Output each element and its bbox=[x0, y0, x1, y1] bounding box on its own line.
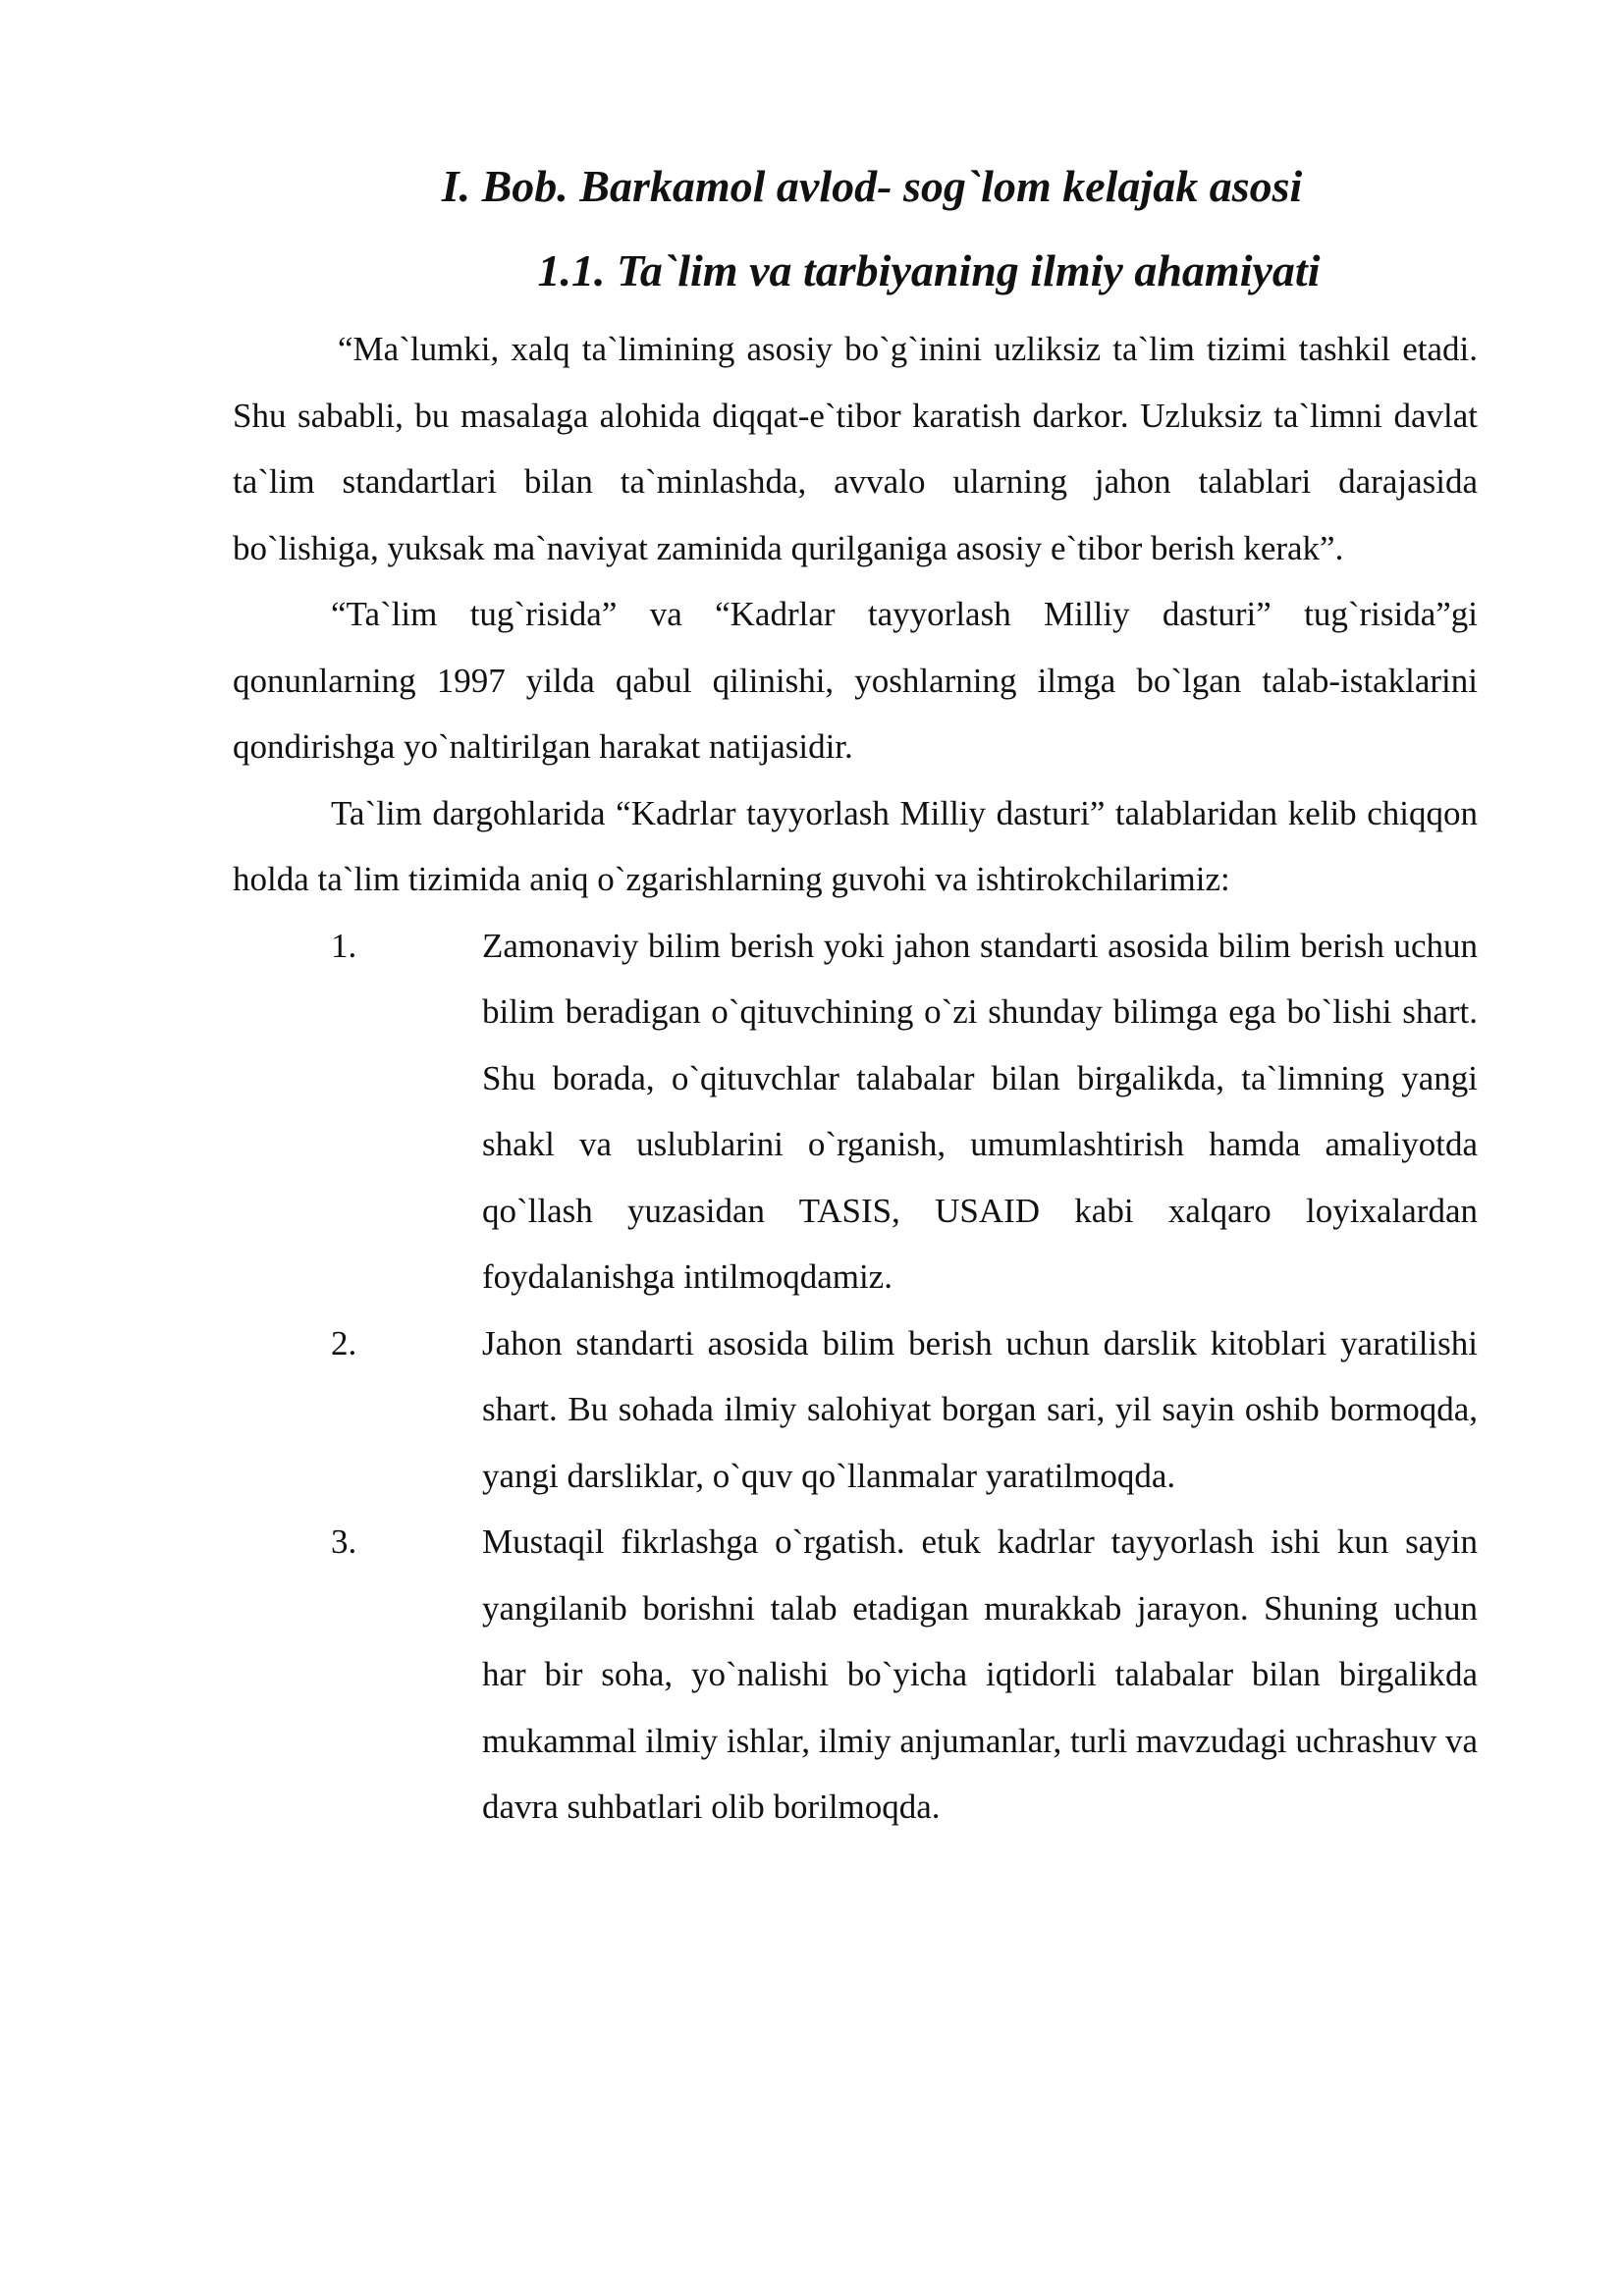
list-item-text: Zamonaviy bilim berish yoki jahon standarti asosida bilim berish uchun bilim beradigan o`qituvchining o`zi shunday bilimga ega bo`lishi shart. Shu borada, o`qituvchlar talabalar bilan birgalikda, ta`limning yangi shakl va uslublarini o`rganish, umumlashtirish hamda amaliyotda qo`llash yuzasidan TASIS, USAID kabi xalqaro loyixalardan foydalanishga intilmoqdamiz. bbox=[482, 926, 1478, 1296]
section-title: 1.1. Ta`lim va tarbiyaning ilmiy ahamiyati bbox=[537, 245, 1321, 295]
chapter-title: I. Bob. Barkamol avlod- sog`lom kelajak asosi bbox=[441, 161, 1303, 211]
list-item-text: Mustaqil fikrlashga o`rgatish. etuk kadrlar tayyorlash ishi kun sayin yangilanib borishni talab etadigan murakkab jarayon. Shuning uchun har bir soha, yo`nalishi bo`yicha iqtidorli talabalar bilan birgalikda mukammal ilmiy ishlar, ilmiy anjumanlar, turli mavzudagi uchrashuv va davra suhbatlari olib borilmoqda. bbox=[482, 1522, 1478, 1826]
list-item bbox=[233, 913, 1478, 1310]
list-item bbox=[233, 1509, 1478, 1841]
paragraph-laws: “Ta`lim tug`risida” va “Kadrlar tayyorlash Milliy dasturi” tug`risida”gi qonunlarning 1997 yilda qabul qilinishi, yoshlarning ilmga bo`lgan talab-istaklarini qondirishga yo`naltirilgan harakat natijasidir. bbox=[233, 595, 1478, 766]
paragraph-participants: Ta`lim dargohlarida “Kadrlar tayyorlash Milliy dasturi” talablaridan kelib chiqqon holda ta`lim tizimida aniq o`zgarishlarning guvohi va ishtirokchilarimiz: bbox=[233, 793, 1478, 898]
document-page bbox=[233, 147, 1478, 1841]
list-item-text: Jahon standarti asosida bilim berish uchun darslik kitoblari yaratilishi shart. Bu sohada ilmiy salohiyat borgan sari, yil sayin oshib bormoqda, yangi darsliklar, o`quv qo`llanmalar yaratilmoqda. bbox=[482, 1323, 1478, 1495]
numbered-list bbox=[233, 913, 1478, 1841]
paragraph-intro: “Ma`lumki, xalq ta`limining asosiy bo`g`inini uzliksiz ta`lim tizimi tashkil etadi. Shu sababli, bu masalaga alohida diqqat-e`tibor karatish darkor. Uzluksiz ta`limni davlat ta`lim standartlari bilan ta`minlashda, avvalo ularning jahon talablari darajasida bo`lishiga, yuksak ma`naviyat zaminida qurilganiga asosiy e`tibor berish kerak”. bbox=[233, 330, 1478, 567]
list-item bbox=[233, 1310, 1478, 1510]
list-item-number: 3. bbox=[331, 1522, 357, 1561]
list-item-number: 2. bbox=[331, 1323, 357, 1362]
list-item-number: 1. bbox=[331, 926, 357, 965]
